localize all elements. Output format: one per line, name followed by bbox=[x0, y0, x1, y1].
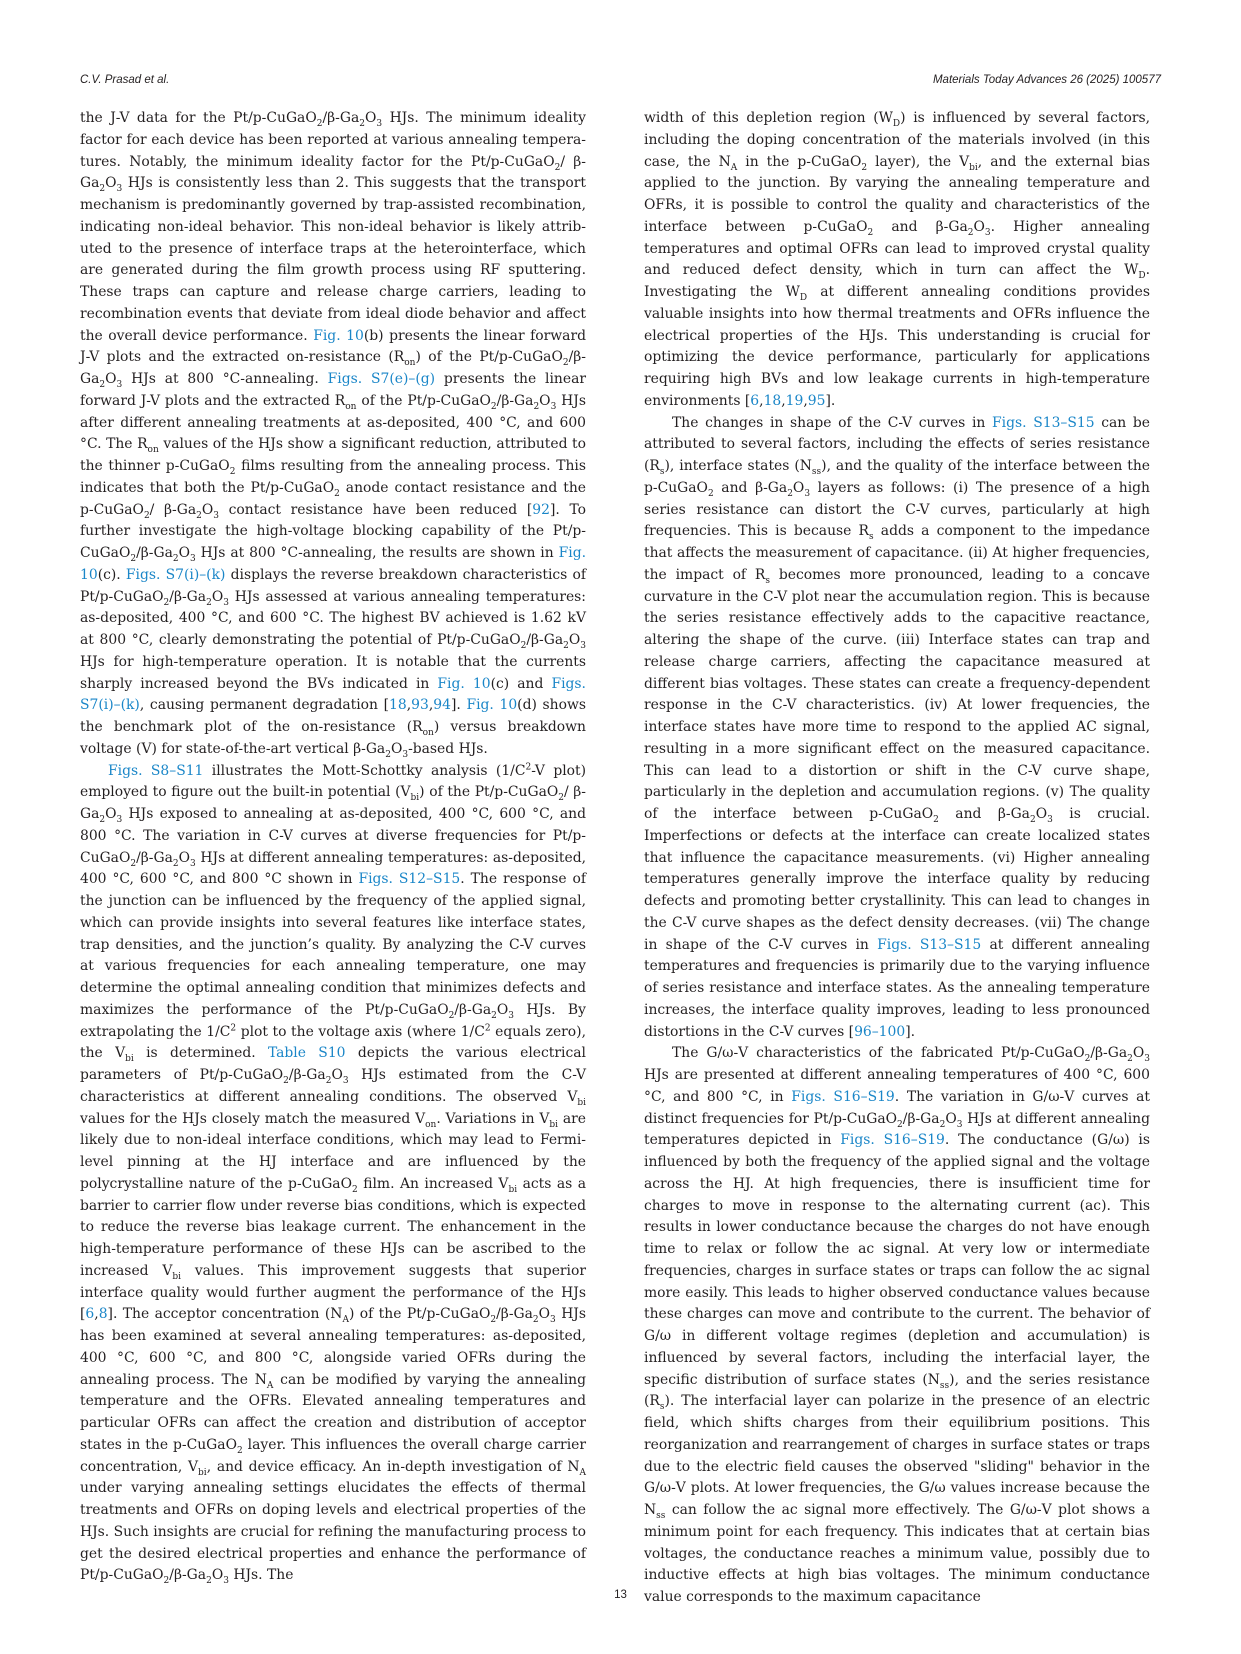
figure-link[interactable]: Figs. S16–S19 bbox=[791, 1088, 895, 1105]
figure-link[interactable]: Figs. S7(e)–(g) bbox=[327, 371, 436, 387]
citation-link[interactable]: 95 bbox=[807, 392, 826, 409]
citation-link[interactable]: 93 bbox=[411, 697, 429, 714]
paragraph: the J-V data for the $Pt/p-CuGaO_2/\beta-Ga_2O_3$ HJs. The minimum ideality factor for each device has been reported at various annealing temperatures. Notably, the minimum ideality factor for the Pt/p-CuGaO$_2$/ $\beta-Ga_2O_3$ HJs is consistently less than 2. This suggests that the transport mechanism is predominantly governed by trap-assisted recombination, indicating non-ideal behavior. This non-ideal behavior is likely attributed to the presence of interface traps at the heterointerface, which are generated during the film growth process using RF sputtering. These traps can capture and release charge carriers, leading to recombination events that deviate from ideal diode behavior and affect the overall device performance. Fig. 10(b) presents the linear forward J-V plots and the extracted on-resistance $(R_{on})$ of the $Pt/p-CuGaO_2/\beta-Ga_2O_3$ HJs at 800 °C-annealing. Figs. S7(e)–(g) presents the linear forward J-V plots and the extracted $R_{on}$ of the $Pt/p-CuGaO_2/\beta-Ga_2O_3$ HJs after different annealing treatments at as-deposited, 400 °C, and 600 °C. The $R_{on}$ values of the HJs show a significant reduction, attributed to the thinner p-CuGaO$_2$ films resulting from the annealing process. This indicates that both the Pt/p-CuGaO$_2$ anode contact resistance and the p-CuGaO$_2$/ $\beta-Ga_2O_3$ contact resistance have been reduced [92]. To further investigate the high-voltage blocking capability of the $Pt/p-CuGaO_2/\beta-Ga_2O_3$ HJs at 800 °C-annealing, the results are shown in Fig. 10(c). Figs. S7(i)–(k) displays the reverse breakdown characteristics of $Pt/p-CuGaO_2/\beta-Ga_2O_3$ HJs assessed at various annealing temperatures: as-deposited, 400 °C, and 600 °C. The highest BV achieved is 1.62 kV at 800 °C, clearly demonstrating the potential of $Pt/p-CuGaO_2/\beta-Ga_2O_3$ HJs for high-temperature operation. It is notable that the currents sharply increased beyond the BVs indicated in Fig. 10(c) and Figs. S7(i)–(k), causing permanent degradation [18,93,94]. Fig. 10(d) shows the benchmark plot of the on-resistance $(R_{on})$ versus breakdown voltage (V) for state-of-the-art vertical $\beta-Ga_2O_3$-based HJs. bbox=[80, 110, 587, 760]
figure-link[interactable]: Figs. S7(i)–(k) bbox=[80, 675, 586, 714]
figure-link[interactable]: Fig. 10 bbox=[313, 327, 364, 344]
table-link[interactable]: Table S10 bbox=[267, 1045, 346, 1062]
citation-link[interactable]: 19 bbox=[785, 392, 804, 409]
citation-link[interactable]: 96–100 bbox=[854, 1023, 906, 1040]
figure-link[interactable]: Figs. S13–S15 bbox=[877, 936, 982, 953]
figure-link[interactable]: Figs. S13–S15 bbox=[992, 414, 1095, 431]
citation-link[interactable]: 6 bbox=[85, 1306, 95, 1323]
citation-link[interactable]: 6 bbox=[750, 392, 760, 409]
figure-link[interactable]: Figs. S16–S19 bbox=[840, 1132, 945, 1149]
paragraph: width of this depletion region $(W_D)$ is influenced by several factors, including the doping concentration of the materials involved (in this case, the $N_A$ in the p-CuGaO$_2$ layer), the $V_{bi}$, and the external bias applied to the junction. By varying the annealing temperature and OFRs, it is possible to control the quality and characteristics of the interface between p-CuGaO$_2$ and $\beta-Ga_2O_3$. Higher annealing temperatures and optimal OFRs can lead to improved crystal quality and reduced defect density, which in turn can affect the $W_D$. Investigating the $W_D$ at different annealing conditions provides valuable insights into how thermal treatments and OFRs influence the electrical properties of the HJs. This understanding is crucial for optimizing the device performance, particularly for applications requiring high BVs and low leakage currents in high-temperature environments [6,18,19,95]. bbox=[644, 110, 1151, 409]
figure-link[interactable]: Fig. 10 bbox=[466, 697, 518, 714]
figure-link[interactable]: Fig. 10 bbox=[437, 675, 491, 692]
left-column bbox=[80, 108, 586, 1587]
page-number: 13 bbox=[614, 1589, 627, 1601]
paragraph: The G/ω-V characteristics of the fabricated $Pt/p-CuGaO_2/\beta-Ga_2O_3$ HJs are presented at different annealing temperatures of 400 °C, 600 °C, and 800 °C, in Figs. S16–S19. The variation in G/ω-V curves at distinct frequencies for $Pt/p-CuGaO_2/\beta-Ga_2O_3$ HJs at different annealing temperatures depicted in Figs. S16–S19. The conductance (G/ω) is influenced by both the frequency of the applied signal and the voltage across the HJ. At high frequencies, there is insufficient time for charges to move in response to the alternating current (ac). This results in lower conductance because the charges do not have enough time to relax or follow the ac signal. At very low or intermediate frequencies, charges in surface states or traps can follow the ac signal more easily. This leads to higher observed conductance values because these charges can move and contribute to the current. The behavior of G/ω in different voltage regimes (depletion and accumulation) is influenced by several factors, including the interfacial layer, the specific distribution of surface states $(N_{ss})$, and the series resistance $(R_s)$. The interfacial layer can polarize in the presence of an electric field, which shifts charges from their equilibrium positions. This reorganization and rearrangement of charges in surface states or traps due to the electric field causes the observed "sliding" behavior in the G/ω-V plots. At lower frequencies, the G/ω values increase because the $N_{ss}$ can follow the ac signal more effectively. The G/ω-V plot shows a minimum point for each frequency. This indicates that at certain bias voltages, the conductance reaches a minimum value, possibly due to inductive effects at high bias voltages. The minimum conductance value corresponds to the maximum capacitance bbox=[644, 1045, 1150, 1605]
citation-link[interactable]: 18 bbox=[763, 392, 782, 409]
paragraph: Figs. S8–S11 illustrates the Mott-Schottky analysis ($1/C^2-V$ plot) employed to figure out the built-in potential $(V_{bi})$ of the Pt/p-CuGaO$_2$/ $\beta-Ga_2O_3$ HJs exposed to annealing at as-deposited, 400 °C, 600 °C, and 800 °C. The variation in C-V curves at diverse frequencies for $Pt/p-CuGaO_2/\beta-Ga_2O_3$ HJs at different annealing temperatures: as-deposited, 400 °C, 600 °C, and 800 °C shown in Figs. S12–S15. The response of the junction can be influenced by the frequency of the applied signal, which can provide insights into several features like interface states, trap densities, and the junction’s quality. By analyzing the C-V curves at various frequencies for each annealing temperature, one may determine the optimal annealing condition that minimizes defects and maximizes the performance of the $Pt/p-CuGaO_2/\beta-Ga_2O_3$ HJs. By extrapolating the $1/C^2$ plot to the voltage axis (where $1/C^2$ equals zero), the $V_{bi}$ is determined. Table S10 depicts the various electrical parameters of $Pt/p-CuGaO_2/\beta-Ga_2O_3$ HJs estimated from the C-V characteristics at different annealing conditions. The observed $V_{bi}$ values for the HJs closely match the measured $V_{on}$. Variations in $V_{bi}$ are likely due to non-ideal interface conditions, which may lead to Fermi-level pinning at the HJ interface and are influenced by the polycrystalline nature of the p-CuGaO$_2$ film. An increased $V_{bi}$ acts as a barrier to carrier flow under reverse bias conditions, which is expected to reduce the reverse bias leakage current. The enhancement in the high-temperature performance of these HJs can be ascribed to the increased $V_{bi}$ values. This improvement suggests that superior interface quality would further augment the performance of the HJs [6,8]. The acceptor concentration $(N_A)$ of the $Pt/p-CuGaO_2/\beta-Ga_2O_3$ HJs has been examined at several annealing temperatures: as-deposited, 400 °C, 600 °C, and 800 °C, alongside varied OFRs during the annealing process. The $N_A$ can be modified by varying the annealing temperature and the OFRs. Elevated annealing temperatures and particular OFRs can affect the creation and distribution of acceptor states in the p-CuGaO$_2$ layer. This influences the overall charge carrier concentration, $V_{bi}$, and device efficacy. An in-depth investigation of $N_A$ under varying annealing settings elucidates the effects of thermal treatments and OFRs on doping levels and electrical properties of the HJs. Such insights are crucial for refining the manufacturing process to get the desired electrical properties and enhance the performance of $Pt/p-CuGaO_2/\beta-Ga_2O_3$ HJs. The bbox=[80, 761, 587, 1587]
citation-link[interactable]: 94 bbox=[433, 697, 451, 714]
citation-link[interactable]: 18 bbox=[389, 697, 407, 714]
right-column bbox=[644, 108, 1150, 1609]
paragraph: The changes in shape of the C-V curves in Figs. S13–S15 can be attributed to several factors, including the effects of series resistance $(R_s)$, interface states $(N_{ss})$, and the quality of the interface between the p-CuGaO$_2$ and $\beta-Ga_2O_3$ layers as follows: (i) The presence of a high series resistance can distort the C-V curves, particularly at high frequencies. This is because $R_s$ adds a component to the impedance that affects the measurement of capacitance. (ii) At higher frequencies, the impact of $R_s$ becomes more pronounced, leading to a concave curvature in the C-V plot near the accumulation region. This is because the series resistance effectively adds to the capacitive reactance, altering the shape of the curve. (iii) Interface states can trap and release charge carriers, affecting the capacitance measured at different bias voltages. These states can create a frequency-dependent response in the C-V characteristics. (iv) At lower frequencies, the interface states have more time to respond to the applied AC signal, resulting in a more significant effect on the measured capacitance. This can lead to a distortion or shift in the C-V curve shape, particularly in the depletion and accumulation regions. (v) The quality of the interface between p-CuGaO$_2$ and $\beta-Ga_2O_3$ is crucial. Imperfections or defects at the interface can create localized states that influence the capacitance measurements. (vi) Higher annealing temperatures generally improve the interface quality by reducing defects and promoting better crystallinity. This can lead to changes in the C-V curve shapes as the defect density decreases. (vii) The change in shape of the C-V curves in Figs. S13–S15 at different annealing temperatures and frequencies is primarily due to the varying influence of series resistance and interface states. As the annealing temperature increases, the interface quality improves, leading to less pronounced distortions in the C-V curves [96–100]. bbox=[644, 414, 1151, 1040]
citation-link[interactable]: 8 bbox=[98, 1306, 108, 1323]
figure-link[interactable]: Figs. S12–S15 bbox=[358, 871, 461, 888]
citation-link[interactable]: 92 bbox=[532, 501, 550, 518]
running-header-journal: Materials Today Advances 26 (2025) 100577 bbox=[932, 74, 1161, 86]
figure-link[interactable]: Figs. S8–S11 bbox=[108, 762, 204, 779]
figure-link[interactable]: Figs. S7(i)–(k) bbox=[125, 566, 226, 583]
figure-link[interactable]: Fig. 10 bbox=[80, 545, 586, 583]
running-header-authors: C.V. Prasad et al. bbox=[80, 74, 170, 86]
